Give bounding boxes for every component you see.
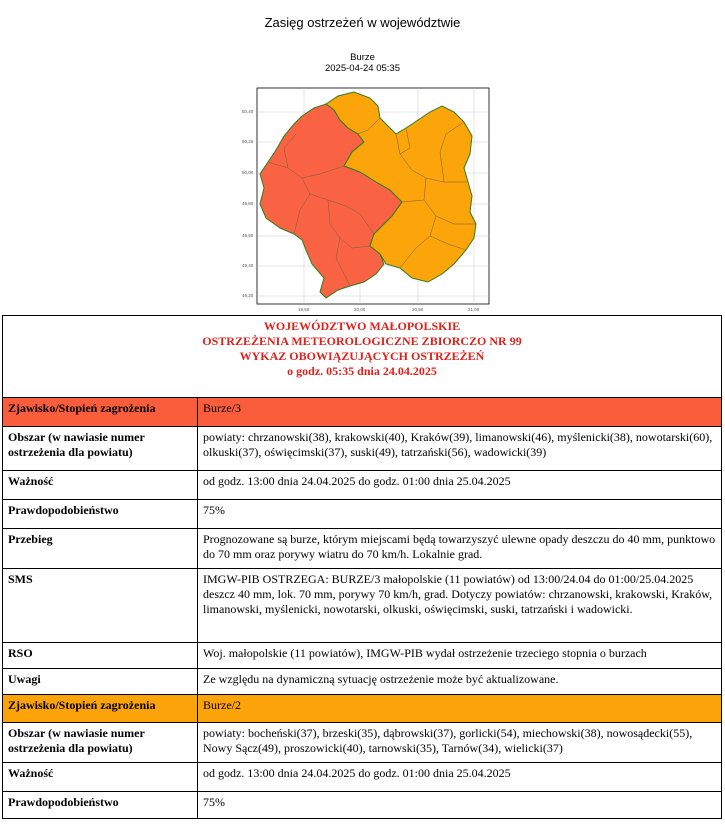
warning-map xyxy=(240,78,493,313)
validity-value: od godz. 13:00 dnia 24.04.2025 do godz. 01:00 dnia 25.04.2025 xyxy=(198,763,722,792)
label: Ważność xyxy=(3,471,198,500)
warning2-probability-row xyxy=(3,792,722,819)
probability-value: 75% xyxy=(198,792,722,819)
warning1-area-row xyxy=(3,427,722,471)
label: Prawdopodobieństwo xyxy=(3,500,198,529)
lat-label: 49,80 xyxy=(242,201,254,206)
warning1-probability-row xyxy=(3,500,722,529)
label: Przebieg xyxy=(3,529,198,569)
lat-label: 50,40 xyxy=(242,109,254,114)
warning1-notes-row xyxy=(3,669,722,695)
map-datetime: 2025-04-24 05:35 xyxy=(324,63,400,74)
warning1-validity-row xyxy=(3,471,722,500)
area-value: powiaty: bocheński(37), brzeski(35), dąbrowski(37), gorlicki(54), miechowski(38), nowosądecki(55), Nowy Sącz(49), proszowicki(40), tarnowski(35), Tarnów(34), wielicki(37) xyxy=(198,723,722,763)
lat-label: 49,60 xyxy=(242,233,254,238)
label: Prawdopodobieństwo xyxy=(3,792,198,819)
page-title: Zasięg ostrzeżeń w województwie xyxy=(264,15,461,30)
warnings-table xyxy=(2,315,722,819)
lon-label: 20,50 xyxy=(412,307,424,312)
warning1-course-row xyxy=(3,529,722,569)
map-phenomenon: Burze xyxy=(350,52,375,63)
warning2-area-row xyxy=(3,723,722,763)
warning1-phenomenon-row xyxy=(3,398,722,427)
course-value: Prognozowane są burze, którym miejscami będą towarzyszyć ulewne opady deszczu do 40 mm, punktowo do 70 mm oraz porywy wiatru do 70 km/h. Lokalnie grad. xyxy=(198,529,722,569)
heading-line4: o godz. 05:35 dnia 24.04.2025 xyxy=(287,364,437,378)
sms-value: IMGW-PIB OSTRZEGA: BURZE/3 małopolskie (11 powiatów) od 13:00/24.04 do 01:00/25.04.2025 deszcz 40 mm, lok. 70 mm, porywy 70 km/h, grad. Dotyczy powiatów: chrzanowski, krakowski, Kraków, limanowski, myślenicki, nowotarski, olkuski, oświęcimski, suski, tatrzański i wadowicki. xyxy=(198,569,722,643)
warning2-validity-row xyxy=(3,763,722,792)
label: Ważność xyxy=(3,763,198,792)
area-value: powiaty: chrzanowski(38), krakowski(40), Kraków(39), limanowski(46), myślenicki(38), nowotarski(60), olkuski(37), oświęcimski(37), suski(49), tatrzański(56), wadowicki(39) xyxy=(198,427,722,471)
notes-value: Ze względu na dynamiczną sytuację ostrzeżenie może być aktualizowane. xyxy=(198,669,722,695)
label: Uwagi xyxy=(3,669,198,695)
heading-line2: OSTRZEŻENIA METEOROLOGICZNE ZBIORCZO NR 99 xyxy=(202,334,522,348)
label: Obszar (w nawiasie numer ostrzeżenia dla powiatu) xyxy=(3,427,198,471)
lon-label: 21,00 xyxy=(468,307,480,312)
heading-line3: WYKAZ OBOWIĄZUJĄCYCH OSTRZEŻEŃ xyxy=(239,349,485,363)
lat-label: 50,25 xyxy=(242,139,254,144)
heading-line1: WOJEWÓDZTWO MAŁOPOLSKIE xyxy=(263,319,461,333)
warnings-heading xyxy=(3,316,722,398)
lon-label: 19,50 xyxy=(298,307,310,312)
label: Zjawisko/Stopień zagrożenia xyxy=(3,398,198,427)
warning2-phenomenon-row xyxy=(3,695,722,723)
validity-value: od godz. 13:00 dnia 24.04.2025 do godz. 01:00 dnia 25.04.2025 xyxy=(198,471,722,500)
lat-label: 49,20 xyxy=(242,293,254,298)
lat-label: 50,00 xyxy=(242,170,254,175)
label: Zjawisko/Stopień zagrożenia xyxy=(3,695,198,723)
map-svg xyxy=(240,78,493,313)
label: Obszar (w nawiasie numer ostrzeżenia dla powiatu) xyxy=(3,723,198,763)
label: RSO xyxy=(3,643,198,669)
lon-label: 20,00 xyxy=(354,307,366,312)
lat-label: 49,40 xyxy=(242,263,254,268)
probability-value: 75% xyxy=(198,500,722,529)
rso-value: Woj. małopolskie (11 powiatów), IMGW-PIB wydał ostrzeżenie trzeciego stopnia o burzach xyxy=(198,643,722,669)
warning1-rso-row xyxy=(3,643,722,669)
label: SMS xyxy=(3,569,198,643)
warning1-sms-row xyxy=(3,569,722,643)
phenomenon-value: Burze/3 xyxy=(198,398,722,427)
map-caption xyxy=(0,52,725,74)
phenomenon-value: Burze/2 xyxy=(198,695,722,723)
